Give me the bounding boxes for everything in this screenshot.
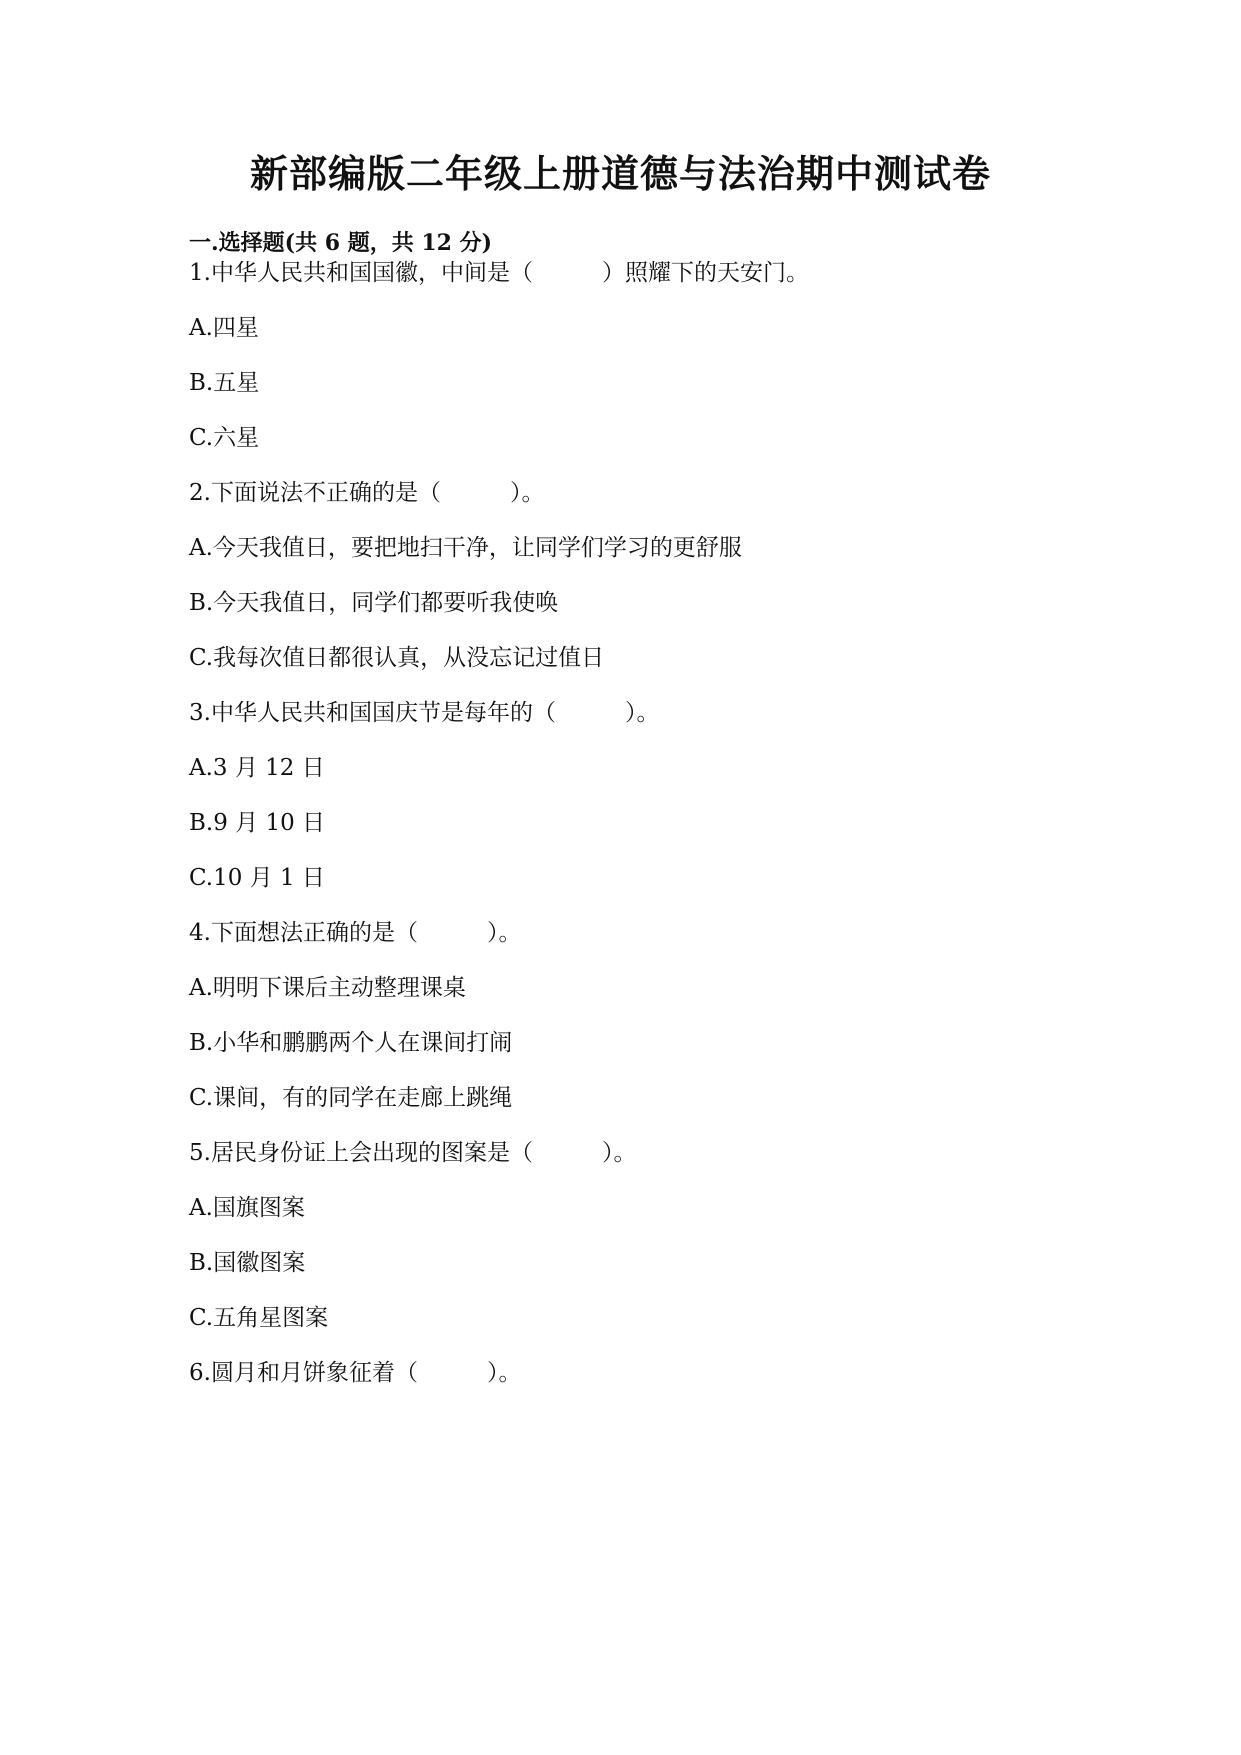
question-5-option-a: A.国旗图案 <box>189 1195 305 1221</box>
question-1-option-c: C.六星 <box>189 425 260 451</box>
question-1-option-a: A.四星 <box>189 315 259 341</box>
section-heading: 一.选择题(共 6 题，共 12 分) <box>189 230 493 256</box>
question-4-option-a: A.明明下课后主动整理课桌 <box>189 975 466 1001</box>
question-3-option-a: A.3 月 12 日 <box>189 755 325 781</box>
question-5-option-b: B.国徽图案 <box>189 1250 306 1276</box>
question-4-option-c: C.课间，有的同学在走廊上跳绳 <box>189 1085 513 1111</box>
question-4-option-b: B.小华和鹏鹏两个人在课间打闹 <box>189 1030 513 1056</box>
question-3-stem: 3.中华人民共和国国庆节是每年的（ ）。 <box>189 700 660 726</box>
page-title: 新部编版二年级上册道德与法治期中测试卷 <box>249 151 991 196</box>
question-2-stem: 2.下面说法不正确的是（ ）。 <box>189 480 545 506</box>
question-1-stem: 1.中华人民共和国国徽，中间是（ ）照耀下的天安门。 <box>189 260 809 286</box>
question-5-stem: 5.居民身份证上会出现的图案是（ ）。 <box>189 1140 637 1166</box>
question-2-option-c: C.我每次值日都很认真，从没忘记过值日 <box>189 645 605 671</box>
question-5-option-c: C.五角星图案 <box>189 1305 329 1331</box>
question-3-option-c: C.10 月 1 日 <box>189 865 325 891</box>
question-6-stem: 6.圆月和月饼象征着（ ）。 <box>189 1360 522 1386</box>
question-3-option-b: B.9 月 10 日 <box>189 810 326 836</box>
question-2-option-a: A.今天我值日，要把地扫干净，让同学们学习的更舒服 <box>189 535 742 561</box>
question-1-option-b: B.五星 <box>189 370 260 396</box>
question-2-option-b: B.今天我值日，同学们都要听我使唤 <box>189 590 559 616</box>
question-4-stem: 4.下面想法正确的是（ ）。 <box>189 920 522 946</box>
